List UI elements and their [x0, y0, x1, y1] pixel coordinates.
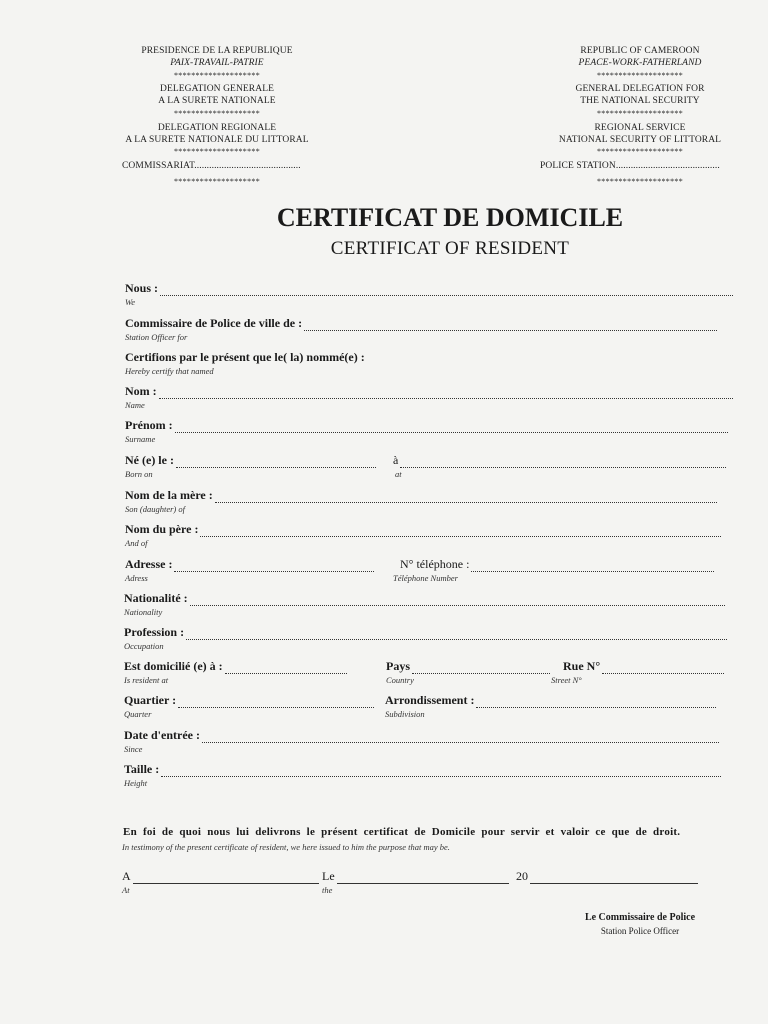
field-telephone	[400, 557, 714, 572]
header-left-stars-4: ********************	[174, 176, 260, 186]
nom-label-en: Name	[125, 400, 145, 410]
rue-label-en: Street N°	[551, 675, 582, 685]
a-input-line[interactable]	[400, 457, 726, 468]
domicilie-label-en: Is resident at	[124, 675, 169, 685]
pere-label-en: And of	[125, 538, 148, 548]
field-footer-le	[322, 869, 509, 884]
header-right	[540, 46, 740, 188]
header-left-stars-2: ********************	[174, 108, 260, 118]
nationalite-label: Nationalité :	[124, 591, 188, 605]
testimony-text: En foi de quoi nous lui delivrons le présent certificat de Domicile pour servir et valoir ce que de droit.	[123, 826, 681, 838]
nous-label-en: We	[125, 297, 136, 307]
field-arrondissement	[385, 693, 716, 708]
adresse-input-line[interactable]	[174, 561, 374, 572]
field-domicilie	[124, 659, 347, 674]
nationalite-label-en: Nationality	[124, 607, 163, 617]
mere-label-en: Son (daughter) of	[125, 504, 185, 514]
arrondissement-input-line[interactable]	[476, 697, 716, 708]
commissaire-label-en: Station Officer for	[125, 332, 188, 342]
field-pere	[125, 522, 721, 537]
field-taille	[124, 762, 721, 777]
header-right-stars-1: ********************	[597, 70, 683, 80]
footer-year-input-line[interactable]	[530, 873, 698, 884]
field-a	[393, 453, 726, 468]
prenom-label: Prénom :	[125, 418, 173, 432]
field-prenom	[125, 418, 728, 433]
footer-year-label: 20	[516, 869, 528, 883]
field-ne-le	[125, 453, 376, 468]
footer-le-input-line[interactable]	[337, 873, 509, 884]
header-right-stars-4: ********************	[597, 176, 683, 186]
header-right-line3b: NATIONAL SECURITY OF LITTORAL	[558, 134, 722, 145]
ne-le-input-line[interactable]	[176, 457, 376, 468]
header-left-motto: PAIX-TRAVAIL-PATRIE	[170, 57, 264, 68]
header-right-line2b: THE NATIONAL SECURITY	[580, 96, 700, 107]
arrondissement-label: Arrondissement :	[385, 693, 475, 707]
domicilie-input-line[interactable]	[225, 663, 347, 674]
certifions-label-en: Hereby certify that named	[125, 366, 214, 376]
quartier-label: Quartier :	[124, 693, 177, 707]
field-date-entree	[124, 728, 719, 743]
header-right-line3a: REGIONAL SERVICE	[594, 122, 686, 133]
header-right-stars-2: ********************	[597, 108, 683, 118]
commissaire-label: Commissaire de Police de ville de :	[125, 316, 303, 330]
field-pays	[386, 659, 550, 674]
prenom-label-en: Surname	[125, 434, 156, 444]
signature-block	[560, 912, 720, 936]
profession-label: Profession :	[124, 625, 185, 639]
telephone-input-line[interactable]	[471, 561, 714, 572]
rue-input-line[interactable]	[602, 663, 724, 674]
header-left-line2a: DELEGATION GENERALE	[159, 84, 275, 95]
footer-a-label-en: At	[122, 885, 130, 895]
header-left-line1: PRESIDENCE DE LA REPUBLIQUE	[141, 46, 293, 56]
date-entree-label-en: Since	[124, 744, 143, 754]
profession-label-en: Occupation	[124, 641, 164, 651]
header-right-motto: PEACE-WORK-FATHERLAND	[578, 57, 702, 68]
nationalite-input-line[interactable]	[190, 595, 725, 606]
field-footer-year	[516, 869, 698, 884]
signature-title: Le Commissaire de Police	[584, 912, 696, 923]
footer-a-label: A	[122, 869, 131, 883]
certifions-label: Certifions par le présent que le( la) nommé(e) :	[125, 350, 365, 364]
ne-le-label: Né (e) le :	[125, 453, 174, 467]
pays-label-en: Country	[386, 675, 414, 685]
nous-input-line[interactable]	[160, 285, 733, 296]
telephone-label: N° téléphone :	[400, 557, 470, 571]
mere-input-line[interactable]	[215, 492, 717, 503]
pays-label: Pays	[386, 659, 410, 673]
field-nationalite	[124, 591, 725, 606]
pere-input-line[interactable]	[200, 526, 721, 537]
ne-le-label-en: Born on	[125, 469, 153, 479]
header-right-stars-3: ********************	[597, 147, 683, 157]
a-label: à	[393, 453, 399, 467]
header-left	[112, 46, 322, 188]
header-right-line2a: GENERAL DELEGATION FOR	[575, 84, 705, 95]
date-entree-input-line[interactable]	[202, 732, 719, 743]
pays-input-line[interactable]	[412, 663, 550, 674]
prenom-input-line[interactable]	[175, 422, 728, 433]
arrondissement-label-en: Subdivision	[385, 709, 425, 719]
header-left-station: COMMISSARIAT...........................................	[122, 161, 301, 172]
testimony-text-en: In testimony of the present certificate of resident, we here issued to him the purpose that may be.	[122, 842, 450, 852]
taille-input-line[interactable]	[161, 766, 721, 777]
header-left-stars-3: ********************	[174, 147, 260, 157]
footer-a-input-line[interactable]	[133, 873, 319, 884]
pere-label: Nom du père :	[125, 522, 199, 536]
quartier-input-line[interactable]	[178, 697, 374, 708]
header-right-line1: REPUBLIC OF CAMEROON	[580, 46, 700, 56]
field-quartier	[124, 693, 374, 708]
a-label-en: at	[395, 469, 402, 479]
telephone-label-en: Téléphone Number	[393, 573, 458, 583]
mere-label: Nom de la mère :	[125, 488, 213, 502]
header-left-line3a: DELEGATION REGIONALE	[157, 122, 277, 133]
field-commissaire	[125, 316, 717, 331]
adresse-label: Adresse :	[125, 557, 173, 571]
document-title: CERTIFICAT DE DOMICILE	[276, 203, 624, 232]
quartier-label-en: Quarter	[124, 709, 152, 719]
field-profession	[124, 625, 727, 640]
header-right-station: POLICE STATION..........................................	[540, 161, 720, 172]
document-subtitle: CERTIFICAT OF RESIDENT	[330, 238, 570, 259]
header-left-line2b: A LA SURETE NATIONALE	[158, 96, 276, 107]
field-nous	[125, 281, 733, 296]
nous-label: Nous :	[125, 281, 159, 295]
footer-le-label: Le	[322, 869, 335, 883]
header-left-line3b: A LA SURETE NATIONALE DU LITTORAL	[125, 134, 309, 145]
nom-label: Nom :	[125, 384, 157, 398]
footer-le-label-en: the	[322, 885, 333, 895]
taille-label: Taille :	[124, 762, 160, 776]
field-adresse	[125, 557, 374, 572]
field-footer-a	[122, 869, 319, 884]
domicilie-label: Est domicilié (e) à :	[124, 659, 223, 673]
rue-label: Rue N°	[563, 659, 601, 673]
field-nom	[125, 384, 733, 399]
signature-subtitle: Station Police Officer	[600, 926, 680, 936]
profession-input-line[interactable]	[186, 629, 727, 640]
date-entree-label: Date d'entrée :	[124, 728, 200, 742]
commissaire-input-line[interactable]	[304, 320, 717, 331]
taille-label-en: Height	[124, 778, 148, 788]
field-mere	[125, 488, 717, 503]
field-rue	[563, 659, 724, 674]
field-certifions	[125, 350, 365, 365]
nom-input-line[interactable]	[159, 388, 733, 399]
header-left-stars-1: ********************	[174, 70, 260, 80]
adresse-label-en: Adress	[125, 573, 148, 583]
